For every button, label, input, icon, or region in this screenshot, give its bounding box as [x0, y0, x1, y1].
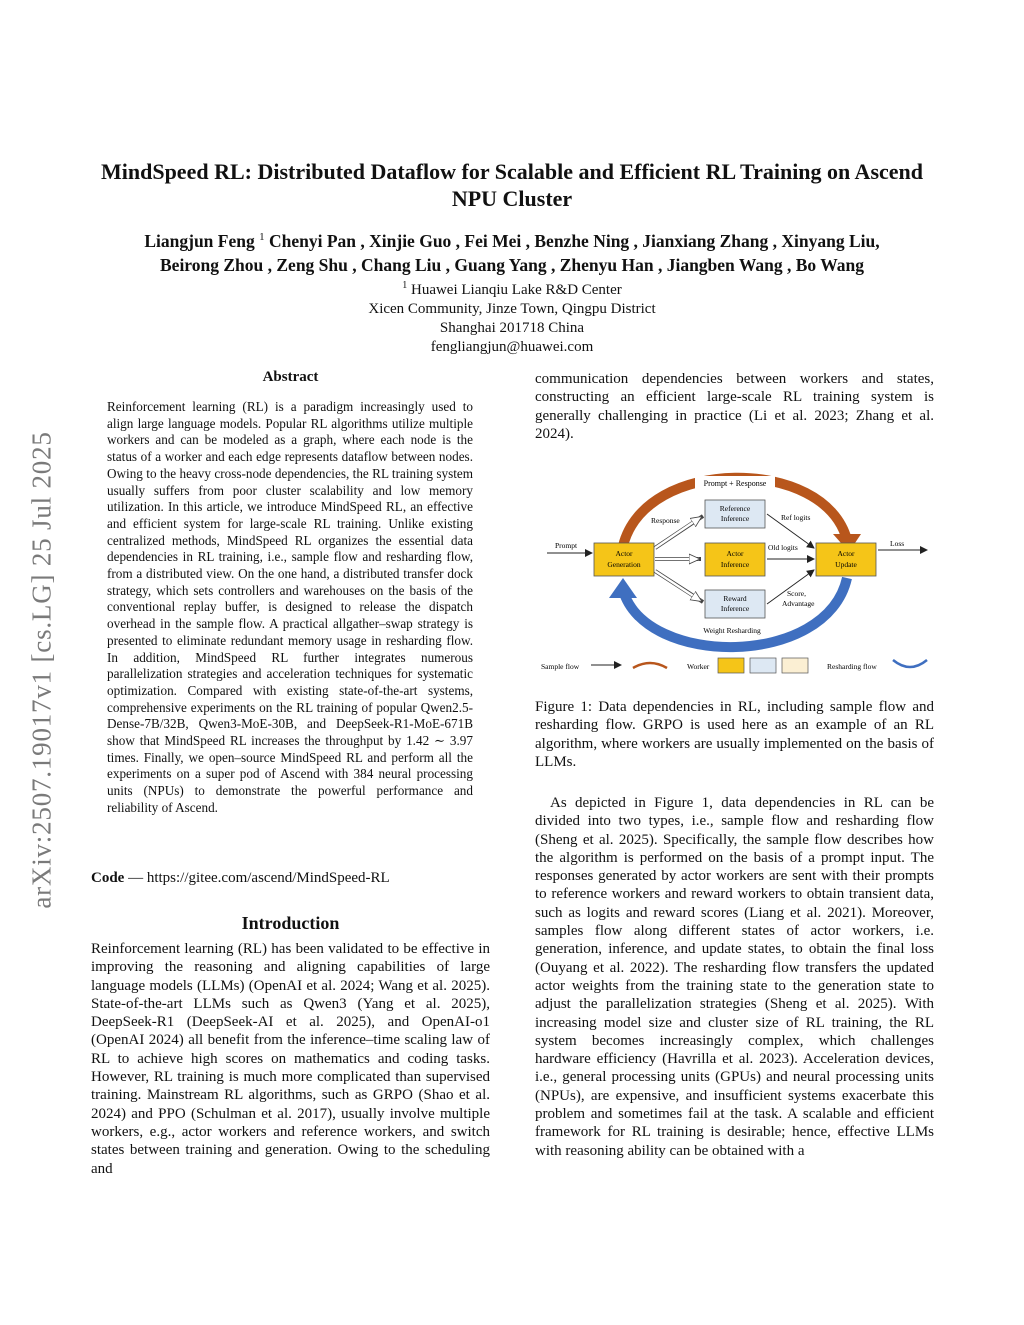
code-url-link[interactable]: https://gitee.com/ascend/MindSpeed-RL	[146, 870, 390, 886]
coauthors-line-1: Chenyi Pan , Xinjie Guo , Fei Mei , Benzhe Ning , Jianxiang Zhang , Xinyang Liu,	[268, 230, 880, 251]
author-superscript: 1	[259, 231, 265, 243]
legend-worker-label: Worker	[687, 662, 710, 671]
arxiv-stamp	[20, 380, 64, 960]
gen-to-reward-arrow-inner	[655, 571, 701, 601]
actor-generation-label-1: Actor	[615, 549, 633, 558]
resharding-flow-arc-head	[609, 578, 637, 598]
introduction-heading: Introduction	[241, 913, 340, 933]
figure-1	[535, 468, 935, 678]
affiliation-block	[200, 276, 824, 357]
actor-update-label-1: Actor	[837, 549, 855, 558]
response-label: Response	[651, 516, 680, 525]
abstract-heading: Abstract	[262, 369, 319, 385]
actor-inference-label-1: Actor	[726, 549, 744, 558]
right-column-body: As depicted in Figure 1, data dependencies in RL can be divided into two types, i.e., sample flow and resharding flow (Sheng et al. 2025). Specifically, the sample flow describes how the algorithm is performed on the basis of a prompt input. The responses generated by actor workers are sent with their prompts to reference workers and reward workers to obtain transient data, such as logits and reward scores (Liang et al. 2021). Moreover, samples flow along different states of actor workers, i.e. generation, inference, and update states, to obtain the final loss (Ouyang et al. 2022). The resharding flow transfers the updated actor weights from the training state to the generation state to adjust the parallelization strategies (Sheng et al. 2025). With increasing model size and cluster size of RL training, the RL system becomes increasingly complex, which challenges hardware efficiency (Havrilla et al. 2023). Acceleration devices, i.e., general processing units (GPUs) and neural processing units (NPUs), are expensive, and insufficient systems exacerbate this problem and sometimes fail at the task. A scalable and efficient framework for RL training is desirable; hence, effective LLMs with reasoning ability can be obtained with a	[535, 795, 934, 1159]
affiliation-org: Huawei Lianqiu Lake R&D Center	[410, 282, 622, 298]
figure-1-diagram	[535, 468, 935, 678]
reference-inference-label-2: Inference	[720, 514, 750, 523]
score-label-2: Advantage	[782, 599, 815, 608]
loss-label: Loss	[890, 539, 905, 548]
paper-title: MindSpeed RL: Distributed Dataflow for Scalable and Efficient RL Training on Ascend NPU Cluster	[100, 159, 924, 211]
actor-generation-label-2: Generation	[607, 560, 641, 569]
legend-worker-actor-swatch	[718, 658, 744, 673]
author-line-2: Beirong Zhou , Zeng Shu , Chang Liu , Guang Yang , Zhenyu Han , Jiangben Wang , Bo Wang	[160, 254, 864, 275]
actor-update-label-2: Update	[835, 560, 857, 569]
affiliation-superscript: 1	[402, 280, 408, 291]
legend-worker-reward-swatch	[782, 658, 808, 673]
old-logits-label: Old logits	[768, 543, 798, 552]
prompt-label: Prompt	[555, 541, 578, 550]
author-list	[80, 225, 944, 277]
score-label-1: Score,	[787, 589, 806, 598]
legend-worker-reference-swatch	[750, 658, 776, 673]
abstract-body: Reinforcement learning (RL) is a paradigm increasingly used to align large language models. Popular RL algorithms utilize multiple workers and can be modeled as a graph, where each node is the status of a worker and each edge represents dataflow between nodes. Owing to the heavy cross-node dependencies, the RL training system usually suffers from poor cluster scalability and low memory utilization. In this article, we introduce MindSpeed RL, an effective and efficient system for large-scale RL training. Unlike existing centralized methods, MindSpeed RL organizes the essential data dependencies in RL training, i.e., sample flow and resharding flow, from a distributed view. On the one hand, a distributed transfer dock strategy, which sets controllers and warehouses on the basis of the conventional replay buffer, is designed to release the dispatch overhead in the sample flow. A practical allgather–swap strategy is presented to eliminate redundant memory usage in resharding flow. In addition, MindSpeed RL further integrates numerous parallelization strategies and acceleration techniques for systematic optimization. Compared with existing state-of-the-art systems, comprehensive experiments on the RL training of popular Qwen2.5-Dense-7B/32B, Qwen3-MoE-30B, and DeepSeek-R1-MoE-671B show that MindSpeed RL increases the throughput by 1.42 ∼ 3.97 times. Finally, we open–source MindSpeed RL and perform all the experiments on a super pod of Ascend with 384 neural processing units (NPUs) to demonstrate the powerful performance and reliability of Ascend.	[107, 399, 473, 815]
first-author: Liangjun Feng	[144, 230, 255, 251]
legend-resharding-flow-arc	[893, 660, 927, 667]
ref-logits-label: Ref logits	[781, 513, 811, 522]
affiliation-email[interactable]: fengliangjun@huawei.com	[430, 339, 594, 355]
actor-inference-label-2: Inference	[720, 560, 750, 569]
affiliation-address-1: Xicen Community, Jinze Town, Qingpu District	[368, 301, 656, 317]
code-line	[91, 870, 490, 887]
legend-resharding-flow-label: Resharding flow	[827, 662, 877, 671]
weight-resharding-label: Weight Resharding	[703, 626, 761, 635]
introduction-body: Reinforcement learning (RL) has been validated to be effective in improving the reasoning and aligning capabilities of large language models (LLMs) (OpenAI et al. 2024; Wang et al. 2025). State-of-the-art LLMs such as Qwen3 (Yang et al. 2025), DeepSeek-R1 (DeepSeek-AI et al. 2025), and OpenAI-o1 (OpenAI 2024) all benefit from the inference–time scaling law of RL to achieve high scores on mathematics and coding tasks. However, RL training is much more complicated than supervised training. Mainstream RL algorithms, such as GRPO (Shao et al. 2024) and PPO (Schulman et al. 2017), usually involve multiple workers, e.g., actor workers and reference workers, and switch states between training and generation. Owing to the scheduling and	[91, 941, 490, 1177]
reward-inference-label-1: Reward	[723, 594, 747, 603]
code-label: Code	[91, 870, 125, 886]
reward-inference-label-2: Inference	[720, 604, 750, 613]
affiliation-org-line	[200, 276, 824, 300]
right-column-continued-text: communication dependencies between workers and states, constructing an efficient large-scale RL training system is generally challenging in practice (Li et al. 2023; Zhang et al. 2024).	[535, 371, 934, 442]
legend-sample-flow-arc	[633, 663, 667, 668]
author-line-1	[80, 225, 944, 253]
figure-1-caption: Figure 1: Data dependencies in RL, including sample flow and resharding flow. GRPO is used here as an example of an RL algorithm, where workers are usually implemented on the basis of LLMs.	[535, 699, 934, 770]
legend-sample-flow-label: Sample flow	[541, 662, 580, 671]
arxiv-stamp-text: arXiv:2507.19017v1 [cs.LG] 25 Jul 2025	[26, 431, 57, 909]
code-separator: —	[124, 870, 147, 886]
reference-inference-label-1: Reference	[719, 504, 751, 513]
prompt-response-label: Prompt + Response	[703, 479, 767, 488]
affiliation-address-2: Shanghai 201718 China	[439, 320, 585, 336]
